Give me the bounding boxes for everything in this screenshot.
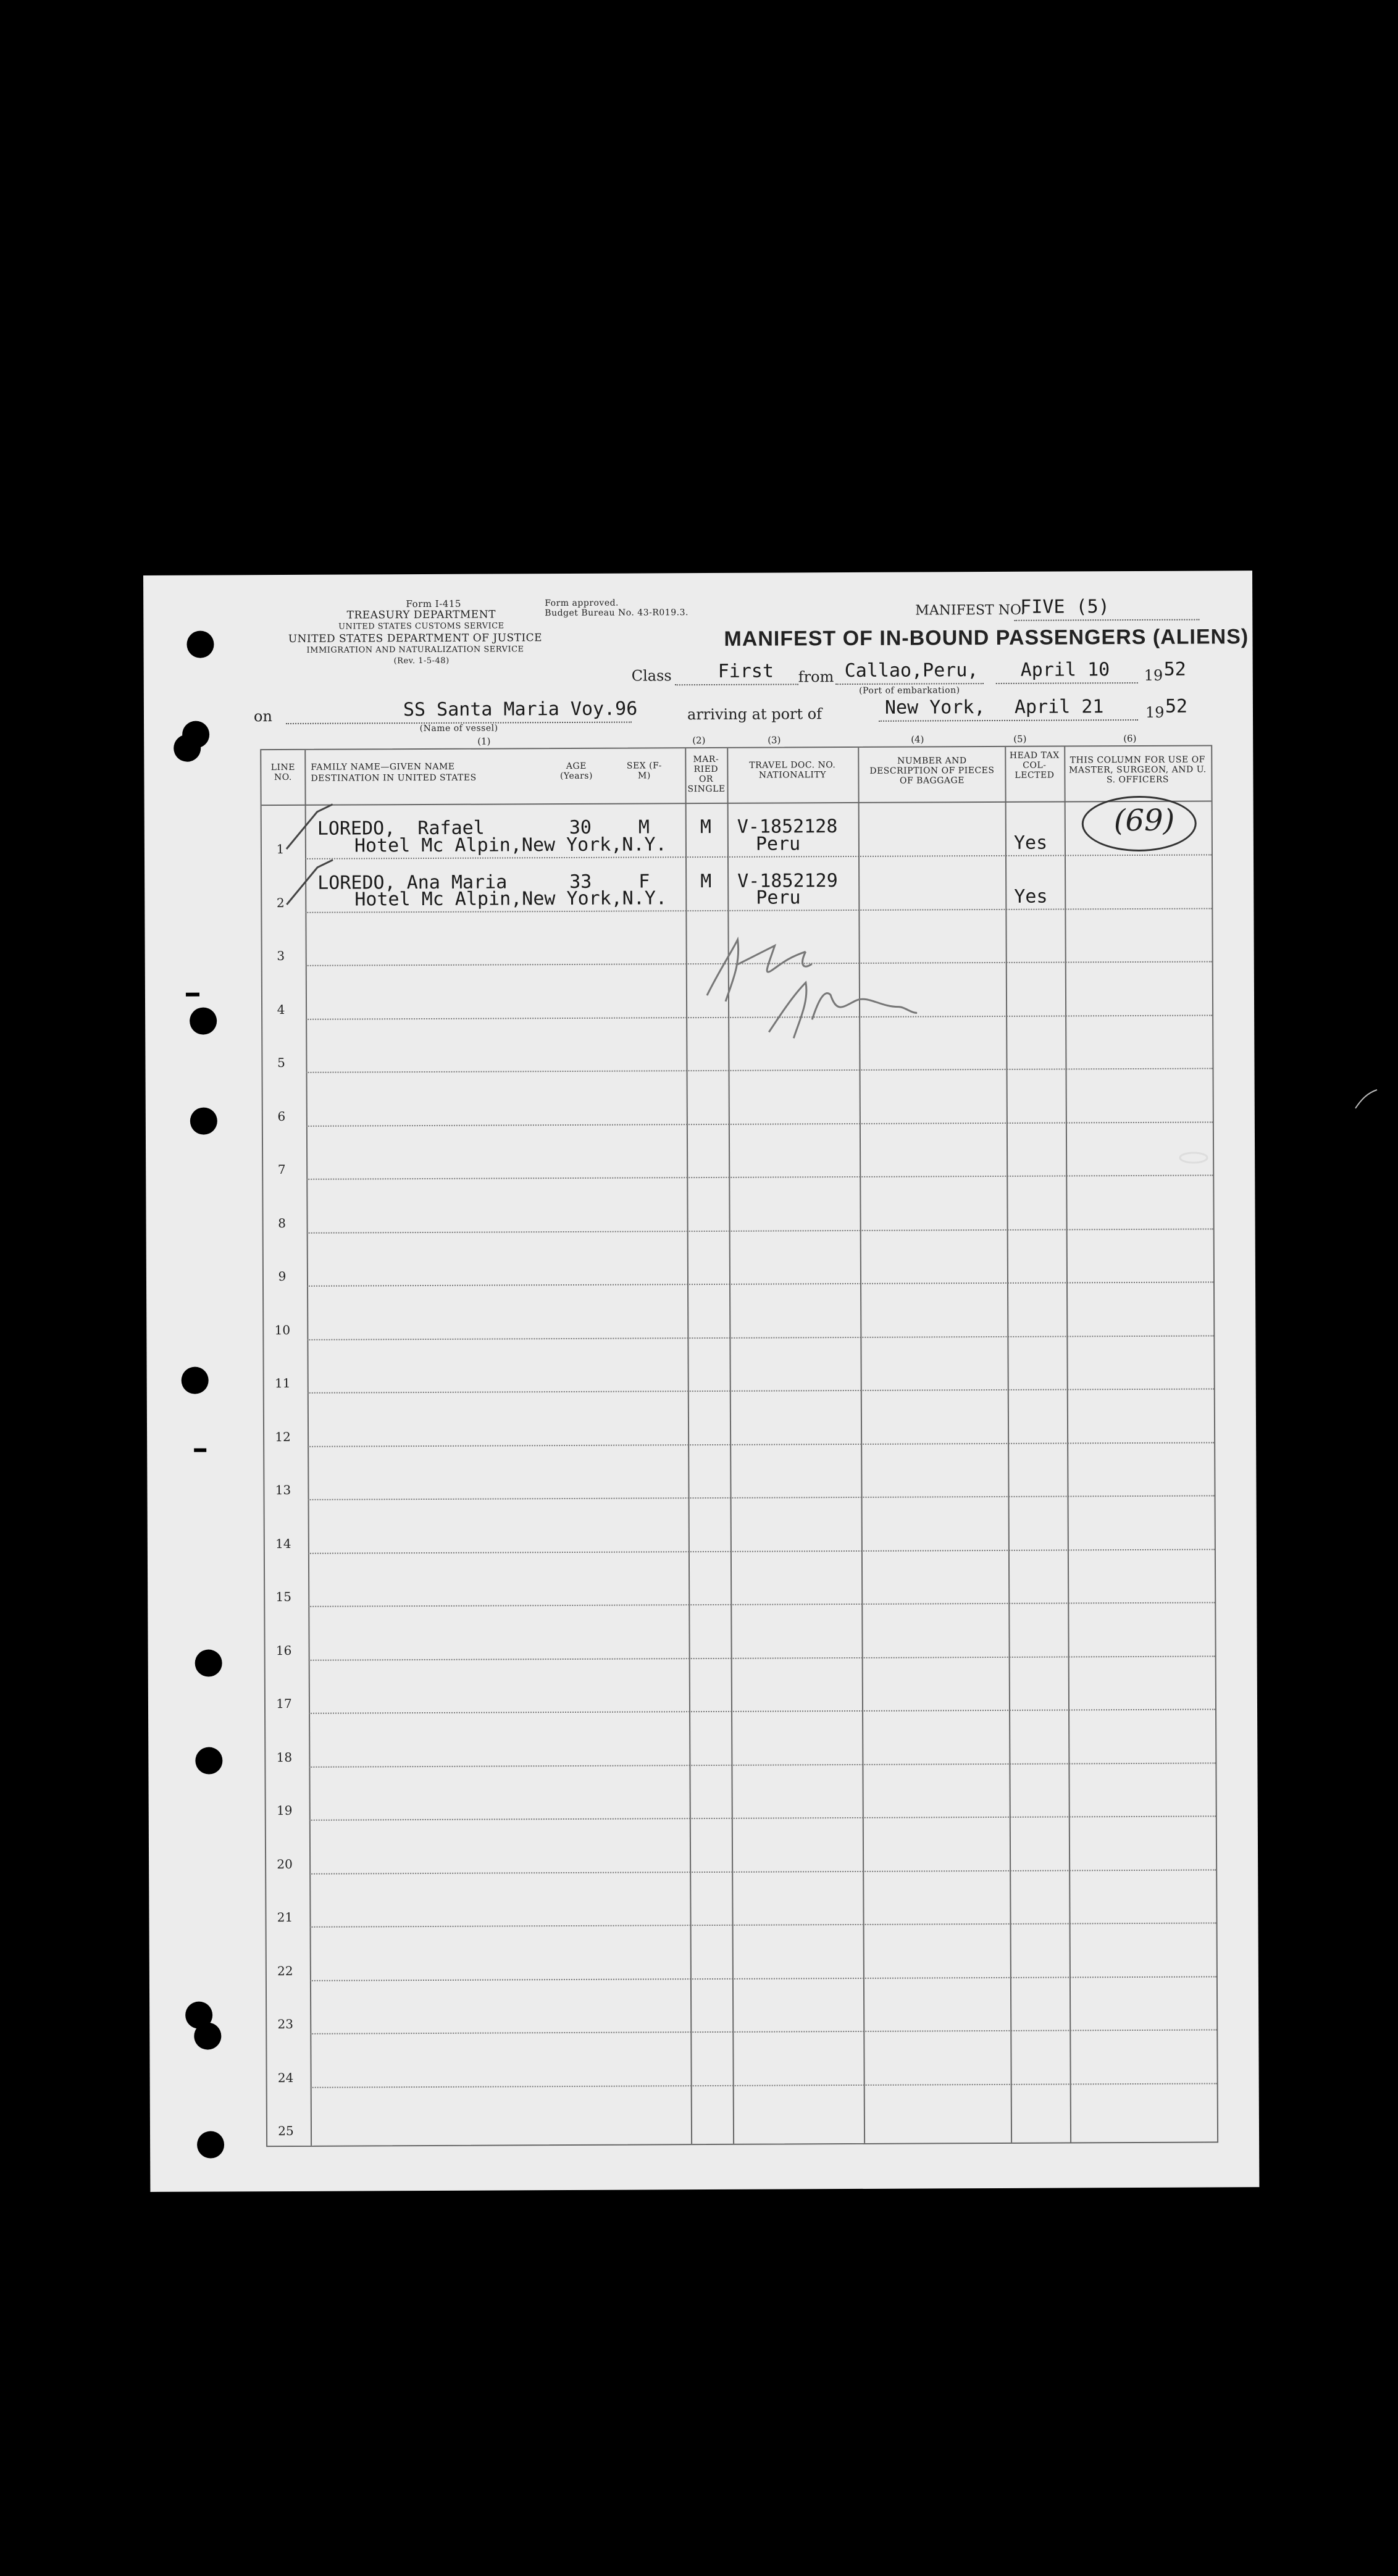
justice-department: UNITED STATES DEPARTMENT OF JUSTICE — [288, 632, 543, 645]
header-officers: THIS COLUMN FOR USE OF MASTER, SURGEON, AND U. S. OFFICERS — [1069, 755, 1207, 785]
arrival-port: New York, — [884, 696, 986, 719]
column-number: (2) — [692, 735, 706, 746]
header-married: MAR- RIED OR SINGLE — [687, 754, 726, 795]
header-family-name: FAMILY NAME—GIVEN NAME — [311, 761, 455, 772]
on-label: on — [253, 708, 272, 726]
punch-hole — [182, 721, 209, 748]
line-number: 8 — [278, 1216, 286, 1231]
passenger-name: LOREDO, Ana Maria — [317, 871, 508, 894]
line-number: 3 — [277, 948, 285, 964]
officer-note: (69) — [1113, 803, 1175, 838]
class-value: First — [718, 660, 774, 682]
vessel-caption: (Name of vessel) — [419, 723, 498, 734]
column-number: (3) — [768, 734, 781, 746]
line-number: 6 — [277, 1109, 286, 1124]
line-number: 9 — [278, 1269, 287, 1284]
vessel-name: SS Santa Maria Voy.96 — [403, 698, 638, 721]
line-number: 14 — [275, 1536, 291, 1552]
passenger-doc: V-1852128 — [737, 816, 838, 838]
from-value: Callao,Peru, — [844, 659, 979, 682]
passenger-nationality: Peru — [756, 887, 801, 909]
line-number: 12 — [275, 1429, 291, 1445]
check-mark — [280, 800, 336, 855]
line-number: 21 — [277, 1909, 293, 1925]
punch-hole — [182, 1367, 209, 1394]
punch-hole — [186, 631, 214, 658]
header-sex: SEX (F-M) — [626, 761, 662, 781]
passenger-nationality: Peru — [755, 833, 801, 855]
passenger-head-tax: Yes — [1013, 832, 1048, 854]
manifest-title: MANIFEST OF IN-BOUND PASSENGERS (ALIENS) — [724, 625, 1249, 651]
embark-year-prefix: 19 — [1144, 666, 1163, 684]
line-number: 17 — [276, 1696, 292, 1712]
passenger-sex: M — [638, 816, 650, 838]
revision-date: (Rev. 1-5-48) — [393, 656, 450, 666]
embark-date-line — [996, 682, 1138, 684]
line-number: 7 — [277, 1162, 286, 1177]
header-age: AGE (Years) — [559, 761, 593, 782]
handwritten-signature — [694, 926, 954, 1063]
manifest-number-line — [1014, 619, 1199, 621]
arrival-year: 52 — [1165, 695, 1188, 717]
passenger-destination: Hotel Mc Alpin,New York,N.Y. — [354, 834, 667, 857]
manifest-number-label: MANIFEST NO. — [915, 602, 1025, 619]
treasury-department: TREASURY DEPARTMENT — [346, 608, 496, 622]
form-number: Form I-415 — [406, 598, 461, 610]
passenger-sex: F — [638, 871, 650, 893]
line-number: 23 — [277, 2016, 294, 2032]
column-number: (6) — [1123, 732, 1137, 745]
header-destination: DESTINATION IN UNITED STATES — [311, 772, 477, 784]
embark-date: April 10 — [1020, 659, 1110, 681]
punch-hole — [195, 1747, 222, 1774]
check-mark — [280, 855, 336, 911]
line-number: 10 — [274, 1322, 291, 1338]
port-embarkation-caption: (Port of embarkation) — [859, 685, 960, 696]
line-number: 22 — [277, 1963, 293, 1979]
arrival-line — [879, 719, 1138, 722]
header-line-no: LINE NO. — [270, 762, 296, 783]
passenger-age: 33 — [569, 871, 592, 893]
ink-mark — [194, 1449, 206, 1452]
column-number: (5) — [1013, 733, 1027, 745]
margin-mark — [1176, 1145, 1213, 1170]
line-number: 5 — [277, 1055, 285, 1071]
customs-service: UNITED STATES CUSTOMS SERVICE — [338, 621, 504, 632]
arrival-year-prefix: 19 — [1145, 703, 1165, 721]
line-number: 15 — [275, 1589, 291, 1605]
line-number: 19 — [276, 1802, 293, 1818]
passenger-married: M — [700, 870, 712, 893]
passenger-table — [260, 745, 1218, 2147]
immigration-service: IMMIGRATION AND NATURALIZATION SERVICE — [306, 645, 524, 655]
margin-mark — [1352, 1087, 1383, 1111]
punch-hole — [195, 1649, 222, 1676]
class-label: Class — [631, 667, 672, 685]
embark-year: 52 — [1163, 658, 1186, 680]
arrival-date: April 21 — [1014, 696, 1104, 718]
header-head-tax: HEAD TAX COL- LECTED — [1009, 750, 1060, 780]
ink-mark — [186, 993, 199, 997]
from-line — [835, 683, 984, 685]
line-number: 2 — [276, 895, 285, 911]
punch-hole — [190, 1007, 217, 1034]
passenger-doc: V-1852129 — [737, 870, 838, 892]
punch-hole — [194, 2022, 221, 2049]
line-number: 18 — [276, 1749, 293, 1765]
manifest-number-value: FIVE (5) — [1020, 596, 1110, 618]
header-travel-doc: TRAVEL DOC. NO. NATIONALITY — [749, 760, 836, 780]
line-number: 11 — [274, 1375, 291, 1391]
line-number: 25 — [278, 2123, 294, 2139]
column-number: (4) — [911, 734, 924, 745]
punch-hole — [197, 2131, 224, 2158]
line-number: 1 — [276, 842, 285, 857]
line-number: 20 — [277, 1856, 293, 1872]
passenger-married: M — [700, 816, 711, 838]
passenger-name: LOREDO, Rafael — [317, 817, 485, 840]
from-label: from — [798, 668, 834, 686]
passenger-head-tax: Yes — [1014, 885, 1048, 908]
line-number: 16 — [275, 1642, 292, 1658]
line-number: 4 — [277, 1002, 285, 1018]
line-number: 13 — [275, 1482, 291, 1498]
class-line — [675, 684, 798, 685]
form-approved: Form approved. — [545, 598, 619, 609]
passenger-age: 30 — [569, 816, 592, 838]
header-baggage: NUMBER AND DESCRIPTION OF PIECES OF BAGGAGE — [869, 756, 995, 786]
arriving-label: arriving at port of — [687, 705, 822, 724]
manifest-page — [143, 571, 1259, 2192]
line-number: 24 — [277, 2070, 294, 2086]
passenger-destination: Hotel Mc Alpin,New York,N.Y. — [354, 887, 668, 911]
budget-bureau: Budget Bureau No. 43-R019.3. — [545, 608, 689, 619]
column-number: (1) — [477, 735, 491, 747]
punch-hole — [190, 1107, 217, 1134]
